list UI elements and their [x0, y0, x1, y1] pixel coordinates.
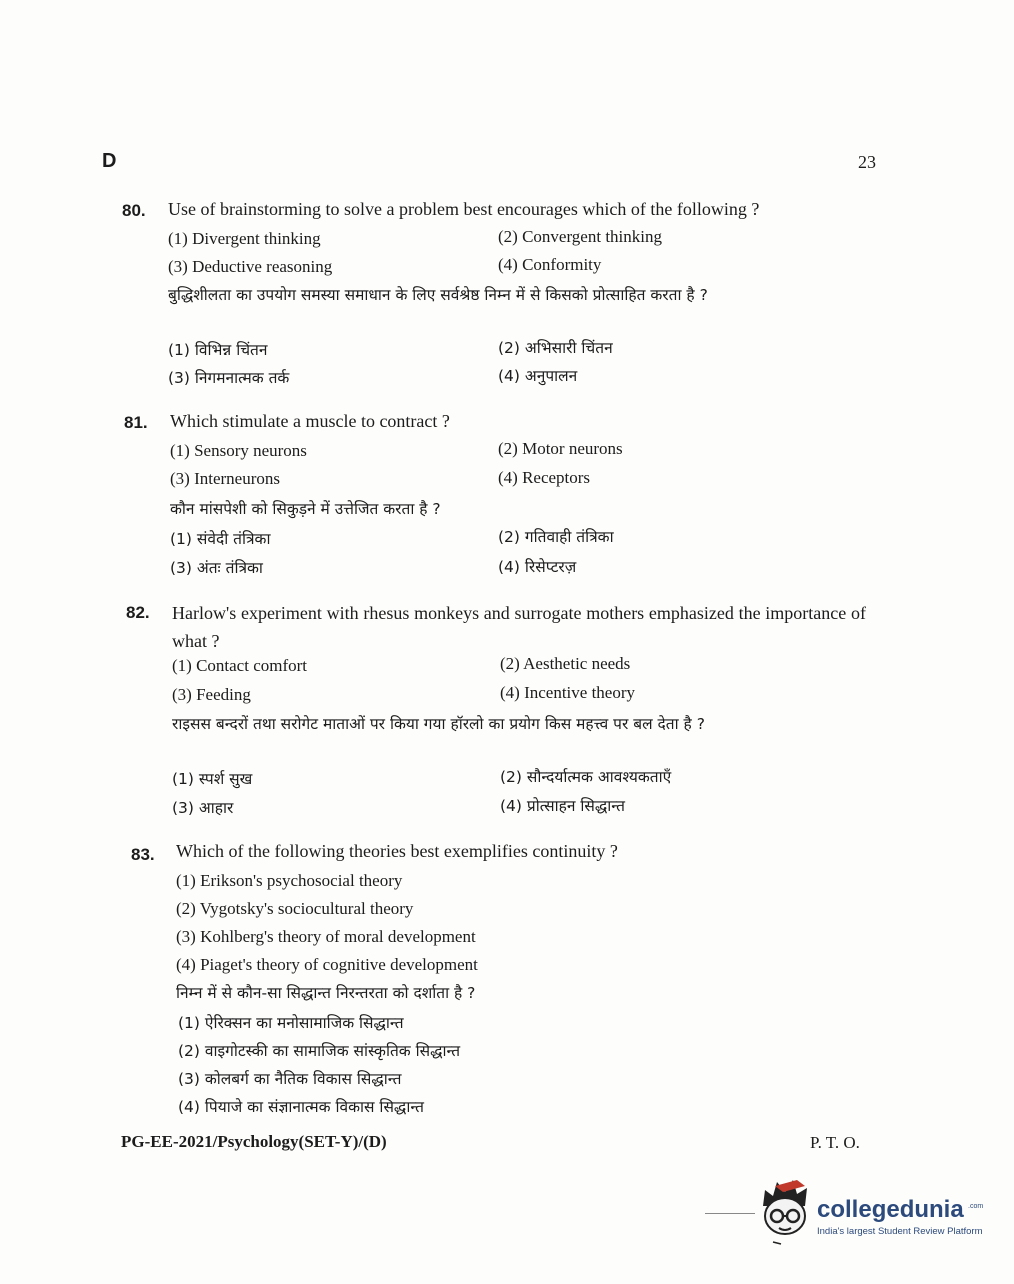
option-en-4: (4) Receptors [498, 468, 591, 487]
question-text-hi: राइसस बन्दरों तथा सरोगेट माताओं पर किया गया हॉरलो का प्रयोग किस महत्त्व पर बल देता है ? [172, 715, 705, 733]
option-hi-1: (1) विभिन्न चिंतन [168, 341, 268, 359]
question-text-hi: निम्न में से कौन-सा सिद्धान्त निरन्तरता को दर्शाता है ? [176, 984, 476, 1002]
option-hi-1: (1) स्पर्श सुख [172, 770, 253, 788]
option-en-2: (2) Convergent thinking [498, 227, 662, 246]
question-text-en: Which of the following theories best exemplifies continuity ? [176, 841, 618, 861]
option-hi-4: (4) अनुपालन [498, 367, 578, 385]
option-en-2: (2) Motor neurons [498, 439, 623, 458]
pto-label: P. T. O. [810, 1133, 860, 1152]
brand-name: collegedunia [817, 1196, 964, 1223]
question-text-en: Use of brainstorming to solve a problem best encourages which of the following ? [168, 199, 760, 219]
option-en-1: (1) Erikson's psychosocial theory [176, 871, 403, 890]
question-text-en: Which stimulate a muscle to contract ? [170, 411, 450, 431]
brand-suffix: .com [968, 1203, 984, 1210]
option-hi-4: (4) प्रोत्साहन सिद्धान्त [500, 797, 625, 815]
option-hi-3: (3) निगमनात्मक तर्क [168, 369, 290, 387]
set-letter: D [102, 150, 117, 172]
page-number: 23 [858, 152, 876, 172]
option-hi-4: (4) पियाजे का संज्ञानात्मक विकास सिद्धान्त [178, 1098, 424, 1116]
option-hi-4: (4) रिसेप्टरज़ [498, 558, 577, 576]
option-hi-1: (1) संवेदी तंत्रिका [170, 530, 271, 548]
question-number: 83. [131, 845, 155, 864]
question-number: 82. [126, 603, 150, 622]
logo-divider [705, 1213, 755, 1214]
option-en-3: (3) Interneurons [170, 469, 280, 488]
paper-code: PG-EE-2021/Psychology(SET-Y)/(D) [121, 1132, 387, 1151]
option-hi-3: (3) आहार [172, 799, 234, 817]
option-en-4: (4) Incentive theory [500, 683, 635, 702]
option-en-3: (3) Feeding [172, 685, 251, 704]
option-hi-2: (2) गतिवाही तंत्रिका [498, 528, 614, 546]
brand-tagline: India's largest Student Review Platform [817, 1226, 983, 1237]
option-hi-2: (2) सौन्दर्यात्मक आवश्यकताएँ [500, 768, 672, 786]
collegedunia-mascot-icon [755, 1176, 815, 1246]
question-text-hi: बुद्धिशीलता का उपयोग समस्या समाधान के लिए सर्वश्रेष्ठ निम्न में से किसको प्रोत्साहित करता है ? [168, 286, 708, 304]
option-en-3: (3) Kohlberg's theory of moral development [176, 927, 476, 946]
option-en-2: (2) Aesthetic needs [500, 654, 631, 673]
option-hi-2: (2) वाइगोटस्की का सामाजिक सांस्कृतिक सिद्धान्त [178, 1042, 461, 1060]
question-text-hi: कौन मांसपेशी को सिकुड़ने में उत्तेजित करता है ? [170, 500, 441, 518]
option-hi-3: (3) अंतः तंत्रिका [170, 559, 263, 577]
option-en-1: (1) Sensory neurons [170, 441, 307, 460]
option-en-2: (2) Vygotsky's sociocultural theory [176, 899, 414, 918]
option-en-1: (1) Divergent thinking [168, 229, 321, 248]
option-en-1: (1) Contact comfort [172, 656, 308, 675]
question-number: 81. [124, 413, 148, 432]
option-hi-1: (1) ऐरिक्सन का मनोसामाजिक सिद्धान्त [178, 1014, 404, 1032]
option-en-4: (4) Conformity [498, 255, 602, 274]
question-number: 80. [122, 201, 146, 220]
option-hi-2: (2) अभिसारी चिंतन [498, 339, 613, 357]
question-text-en: Harlow's experiment with rhesus monkeys and surrogate mothers emphasized the importance of what ? [172, 603, 866, 651]
option-en-4: (4) Piaget's theory of cognitive development [176, 955, 478, 974]
option-en-3: (3) Deductive reasoning [168, 257, 333, 276]
option-hi-3: (3) कोलबर्ग का नैतिक विकास सिद्धान्त [178, 1070, 402, 1088]
